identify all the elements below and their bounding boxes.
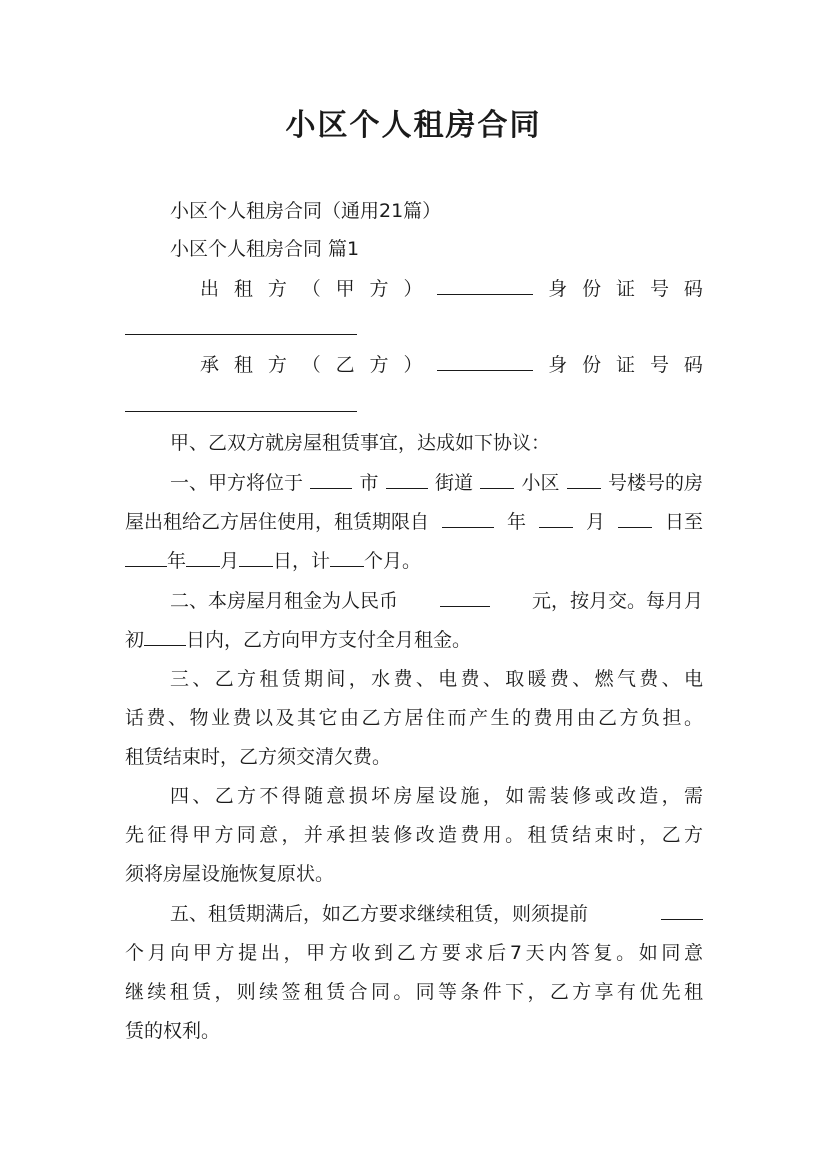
clause-text: 月: [220, 550, 240, 572]
clause-3-line-2: 话费、物业费以及其它由乙方居住而产生的费用由乙方负担。: [125, 707, 703, 729]
blank-field: [144, 625, 186, 646]
clause-text: 街道: [434, 472, 473, 494]
lessor-char: ）: [403, 278, 423, 300]
lessor-char: 租: [233, 278, 253, 300]
blank-field: [661, 899, 703, 920]
clause-text: 五、租赁期满后，如乙方要求继续租赁，则须提前: [170, 903, 589, 925]
clause-5-line-1: [170, 899, 703, 929]
lessee-char: 方: [369, 354, 389, 376]
section-heading: 小区个人租房合同 篇1: [170, 238, 360, 260]
clause-text: 初: [125, 629, 145, 651]
id-char: 证: [616, 278, 636, 300]
intro-paragraph: 甲、乙双方就房屋租赁事宜，达成如下协议：: [170, 432, 551, 454]
lessee-id-blank: [125, 411, 357, 412]
lessor-char: （: [301, 278, 321, 300]
clause-2-line-2: [125, 625, 703, 655]
lessee-char: 租: [233, 354, 253, 376]
lessee-char: 乙: [335, 354, 355, 376]
lessor-id-blank: [125, 334, 357, 335]
clause-5-line-4: 赁的权利。: [125, 1020, 221, 1042]
clause-text: 市: [359, 472, 379, 494]
blank-field: [125, 546, 167, 567]
blank-field: [442, 507, 494, 528]
id-char: 号: [649, 278, 669, 300]
id-char: 码: [683, 278, 703, 300]
clause-1-line-1: [170, 468, 703, 498]
id-char: 身: [548, 278, 568, 300]
clause-3-line-3: 租赁结束时，乙方须交清欠费。: [125, 746, 392, 768]
blank-field: [310, 468, 352, 489]
clause-5-line-2: 个月向甲方提出，甲方收到乙方要求后7天内答复。如同意: [125, 942, 703, 964]
clause-text: 小区: [521, 472, 560, 494]
clause-text: 个月。: [364, 550, 422, 572]
lessee-line: [200, 350, 703, 380]
id-char: 身: [548, 354, 568, 376]
lessor-char: 出: [200, 278, 220, 300]
blank-field: [539, 507, 573, 528]
lessee-char: 承: [200, 354, 220, 376]
lessee-char: ）: [403, 354, 423, 376]
lessee-name-blank: [437, 350, 533, 371]
lessor-char: 方: [369, 278, 389, 300]
blank-field: [480, 468, 514, 489]
blank-field: [440, 586, 490, 607]
document-title: 小区个人租房合同: [285, 108, 542, 143]
clause-text: 号楼号的房: [607, 472, 703, 494]
blank-field: [567, 468, 601, 489]
clause-5-line-3: 继续租赁，则续签租赁合同。同等条件下，乙方享有优先租: [125, 981, 703, 1003]
blank-field: [186, 546, 220, 567]
id-char: 份: [582, 278, 602, 300]
id-char: 号: [649, 354, 669, 376]
clause-text: 年: [167, 550, 187, 572]
lessee-char: 方: [267, 354, 287, 376]
document-subtitle: 小区个人租房合同（通用21篇）: [170, 200, 442, 222]
blank-field: [386, 468, 428, 489]
clause-4-line-3: 须将房屋设施恢复原状。: [125, 863, 335, 885]
blank-field: [330, 546, 364, 567]
clause-2-line-1: [170, 586, 703, 616]
clause-4-line-1: 四、乙方不得随意损坏房屋设施，如需装修或改造，需: [170, 785, 703, 807]
lessor-line: [200, 274, 703, 304]
clause-text: 元，按月交。每月月: [531, 590, 703, 612]
clause-1-line-2: [125, 507, 703, 537]
id-char: 证: [616, 354, 636, 376]
clause-text: 日，计: [273, 550, 331, 572]
clause-text: 二、本房屋月租金为人民币: [170, 590, 399, 612]
lessor-char: 方: [267, 278, 287, 300]
blank-field: [618, 507, 652, 528]
blank-field: [239, 546, 273, 567]
id-char: 份: [582, 354, 602, 376]
clause-text: 日至: [664, 511, 703, 533]
lessee-char: （: [301, 354, 321, 376]
clause-text: 屋出租给乙方居住使用，租赁期限自: [125, 511, 430, 533]
clause-3-line-1: 三、乙方租赁期间，水费、电费、取暖费、燃气费、电: [170, 668, 703, 690]
lessor-name-blank: [437, 274, 533, 295]
id-char: 码: [683, 354, 703, 376]
clause-text: 日内，乙方向甲方支付全月租金。: [186, 629, 472, 651]
clause-4-line-2: 先征得甲方同意，并承担装修改造费用。租赁结束时，乙方: [125, 824, 703, 846]
lessor-char: 甲: [335, 278, 355, 300]
clause-text: 月: [585, 511, 605, 533]
clause-1-line-3: [125, 546, 703, 576]
clause-text: 年: [506, 511, 526, 533]
clause-text: 一、甲方将位于: [170, 472, 304, 494]
